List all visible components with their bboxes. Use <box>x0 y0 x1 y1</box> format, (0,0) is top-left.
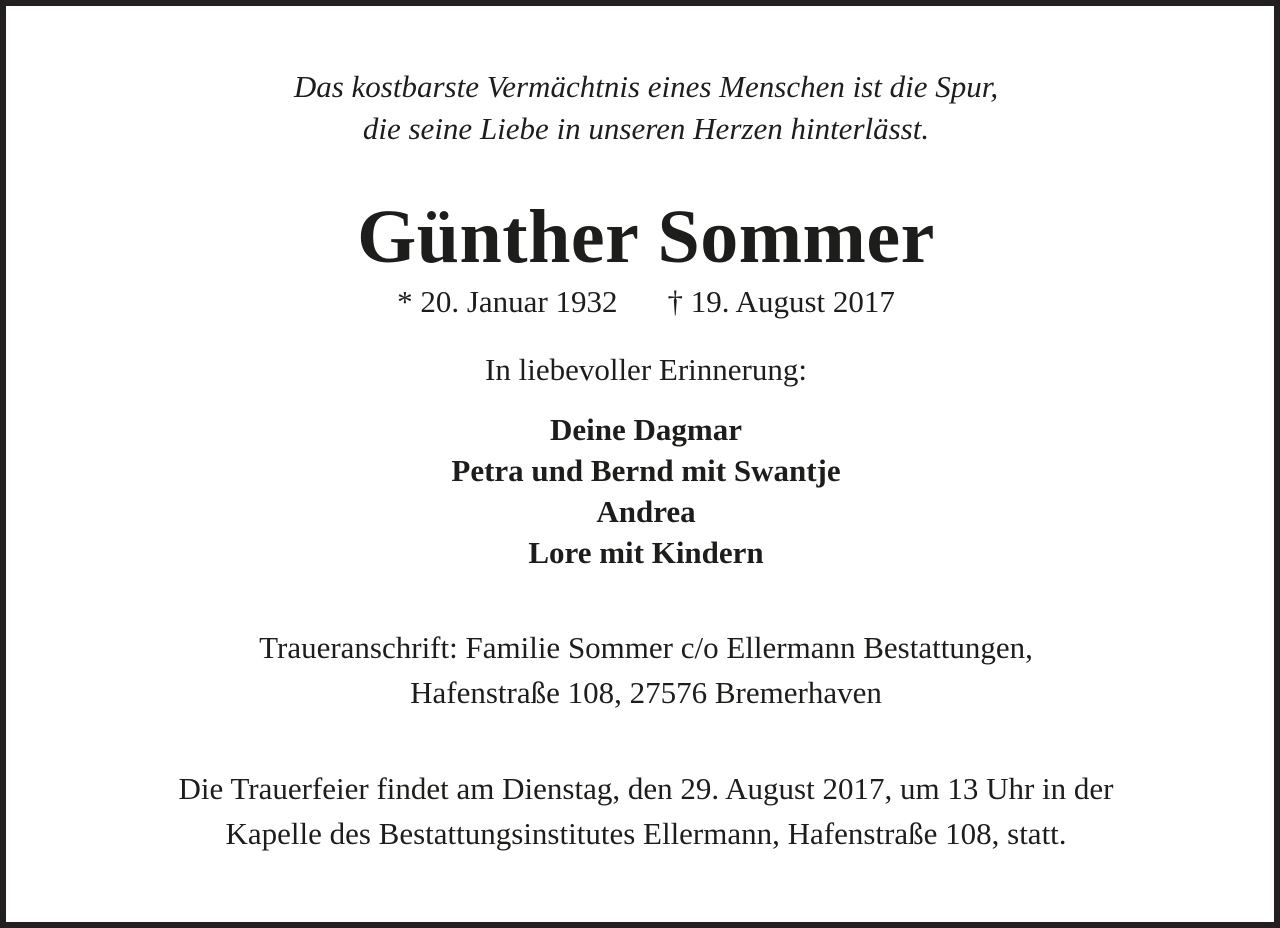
memorial-quote <box>6 66 1280 150</box>
mourner-entry: Andrea <box>596 494 696 529</box>
mourner-entry: Deine Dagmar <box>550 412 742 447</box>
mourners-list <box>6 409 1280 573</box>
funeral-service-notice <box>6 766 1280 856</box>
service-line: Die Trauerfeier findet am Dienstag, den 29. August 2017, um 13 Uhr in der <box>178 771 1114 806</box>
mourning-address <box>6 625 1280 715</box>
service-line: Kapelle des Bestattungsinstitutes Ellermann, Hafenstraße 108, statt. <box>225 816 1067 851</box>
address-line: Hafenstraße 108, 27576 Bremerhaven <box>410 675 882 710</box>
death-date: † 19. August 2017 <box>667 284 895 319</box>
address-line: Traueranschrift: Familie Sommer c/o Ellermann Bestattungen, <box>259 630 1033 665</box>
deceased-name: Günther Sommer <box>357 195 935 279</box>
life-dates <box>6 281 1280 323</box>
birth-date: * 20. Januar 1932 <box>397 284 618 319</box>
mourner-entry: Lore mit Kindern <box>528 535 764 570</box>
remembrance-intro: In liebevoller Erinnerung: <box>485 352 807 387</box>
quote-line: die seine Liebe in unseren Herzen hinterlässt. <box>362 111 930 146</box>
quote-line: Das kostbarste Vermächtnis eines Menschen ist die Spur, <box>293 69 999 104</box>
mourner-entry: Petra und Bernd mit Swantje <box>451 453 841 488</box>
